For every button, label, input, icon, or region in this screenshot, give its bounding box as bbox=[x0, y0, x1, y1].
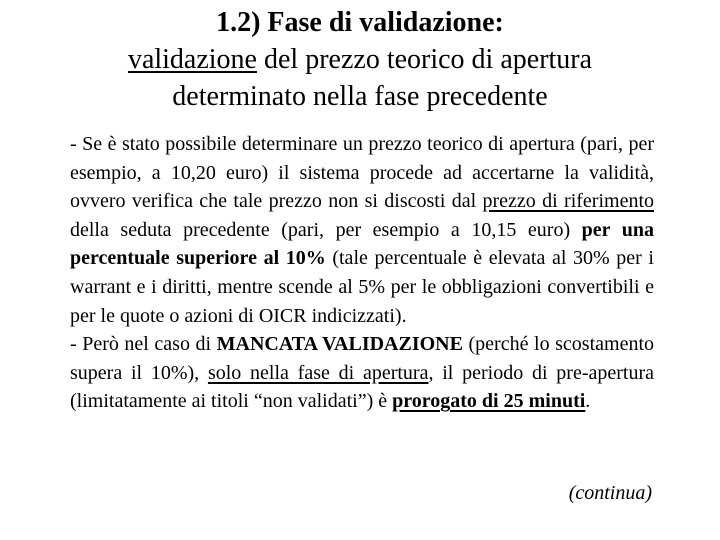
title-underlined-word: validazione bbox=[127, 44, 257, 75]
title-line-2 bbox=[40, 41, 680, 78]
bold-percentuale: per una percentuale superiore al 10% bbox=[70, 218, 654, 270]
paragraph-2 bbox=[70, 330, 654, 416]
bold-underlined-proroga: prorogato di 25 minuti bbox=[392, 390, 586, 413]
paragraph-2-text-b: (perché lo scostamento supera il 10%), bbox=[70, 333, 655, 384]
continua-note: (continua) bbox=[568, 482, 652, 504]
underlined-prezzo-riferimento: prezzo di riferimento bbox=[482, 190, 654, 213]
title-line-2-rest: del prezzo teorico di apertura bbox=[257, 44, 593, 75]
title-line-1: 1.2) Fase di validazione: bbox=[216, 7, 504, 38]
paragraph-1-text-a: - Se è stato possibile determinare un prezzo teorico di apertura (pari, per esempio, a 10,20 euro) il sistema procede ad accertarne la validità, ovvero verifica che tale prezzo non si discosti dal bbox=[70, 133, 654, 213]
body-text bbox=[70, 130, 654, 416]
paragraph-2-text-a: - Però nel caso di bbox=[70, 333, 217, 356]
paragraph-1-text-c: (tale percentuale è elevata al 30% per i warrant e i diritti, mentre scende al 5% per le obbligazioni convertibili e per le quote o azioni di OICR indicizzati). bbox=[70, 247, 654, 327]
slide-title bbox=[40, 4, 680, 115]
paragraph-1-text-b: della seduta precedente (pari, per esempio a 10,15 euro) bbox=[70, 218, 582, 241]
paragraph-2-text-d: . bbox=[585, 390, 591, 413]
bold-mancata-validazione: MANCATA VALIDAZIONE bbox=[216, 333, 463, 356]
title-line-3: determinato nella fase precedente bbox=[172, 81, 548, 112]
underlined-fase-apertura: solo nella fase di apertura bbox=[207, 361, 429, 384]
paragraph-2-text-c: , il periodo di pre-apertura (limitatamente ai titoli “non validati”) è bbox=[70, 361, 654, 413]
paragraph-1 bbox=[70, 130, 654, 330]
